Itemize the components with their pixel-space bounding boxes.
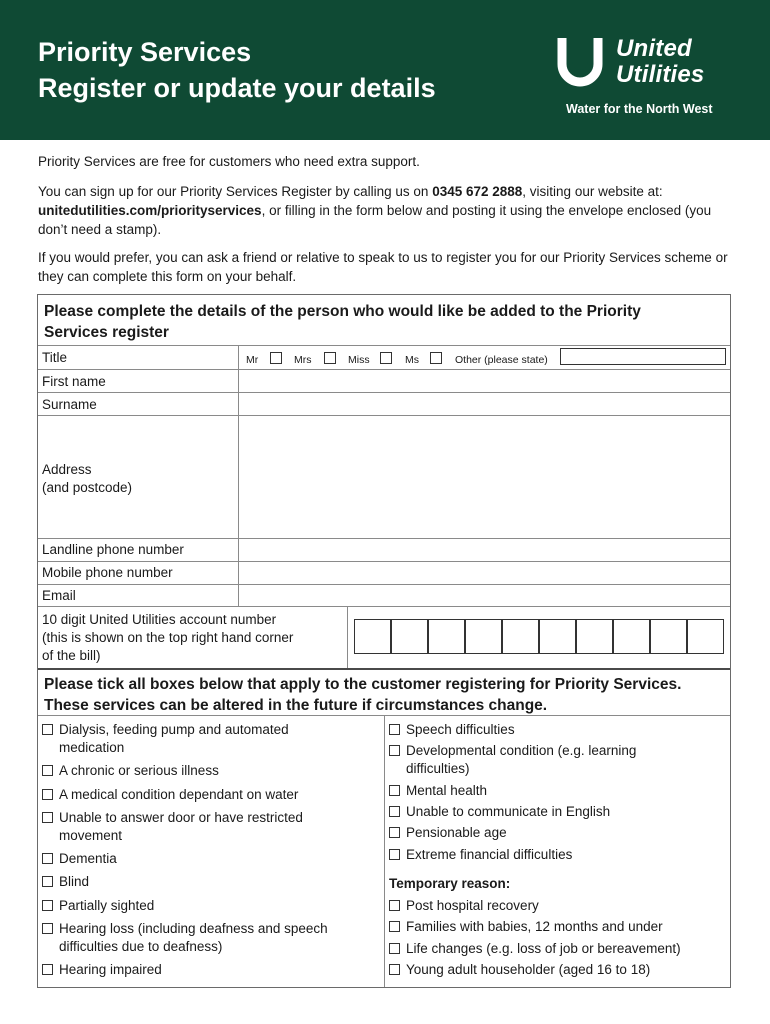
checkbox[interactable] <box>389 849 400 860</box>
united-utilities-logo <box>556 36 746 126</box>
account-digit-5[interactable] <box>502 619 539 654</box>
service-item-babies[interactable]: Families with babies, 12 months and under <box>389 918 663 936</box>
email-field[interactable] <box>239 585 730 606</box>
checkbox[interactable] <box>42 812 53 823</box>
checkbox[interactable] <box>389 964 400 975</box>
website-link[interactable]: unitedutilities.com/priorityservices <box>38 203 262 218</box>
logo-wordmark <box>616 36 704 88</box>
email-label: Email <box>42 588 76 603</box>
service-item-dementia[interactable]: Dementia <box>42 850 117 868</box>
checkbox[interactable] <box>42 876 53 887</box>
intro-paragraph-1: Priority Services are free for customers who need extra support. <box>38 154 420 169</box>
checkbox[interactable] <box>389 785 400 796</box>
intro-paragraph-2: You can sign up for our Priority Services Register by calling us on 0345 672 2888, visiting our website at: unitedutilities.com/priorityservices, or filling in the form below and posting it using the envelope enclosed (you don’t need a stamp). <box>38 184 712 237</box>
surname-field[interactable] <box>239 393 730 415</box>
service-item-restricted-movement[interactable]: Unable to answer door or have restricted movement <box>42 809 303 845</box>
title-option-mrs: Mrs <box>294 354 312 366</box>
title-mr-checkbox[interactable] <box>270 352 282 364</box>
title-option-miss: Miss <box>348 354 370 366</box>
account-digit-1[interactable] <box>354 619 391 654</box>
checkbox[interactable] <box>42 789 53 800</box>
service-item-financial[interactable]: Extreme financial difficulties <box>389 846 572 864</box>
title-option-ms: Ms <box>405 354 419 366</box>
checkbox[interactable] <box>42 724 53 735</box>
logo-tagline: Water for the North West <box>566 102 713 116</box>
title-other-input[interactable] <box>560 348 726 365</box>
service-item-dialysis[interactable]: Dialysis, feeding pump and automated medication <box>42 721 289 757</box>
surname-label: Surname <box>42 397 97 412</box>
logo-line-1: United <box>616 35 692 62</box>
title-label: Title <box>42 350 68 365</box>
service-item-blind[interactable]: Blind <box>42 873 89 891</box>
registration-form <box>37 294 731 988</box>
service-item-developmental[interactable]: Developmental condition (e.g. learning difficulties) <box>389 742 636 778</box>
title-option-mr: Mr <box>246 354 259 366</box>
account-digit-6[interactable] <box>539 619 576 654</box>
account-digit-2[interactable] <box>391 619 428 654</box>
service-item-partially-sighted[interactable]: Partially sighted <box>42 897 154 915</box>
service-item-post-hospital[interactable]: Post hospital recovery <box>389 897 539 915</box>
temporary-reason-label: Temporary reason: <box>389 876 511 891</box>
checkbox[interactable] <box>389 943 400 954</box>
landline-label: Landline phone number <box>42 542 184 557</box>
title-mrs-checkbox[interactable] <box>324 352 336 364</box>
account-digit-7[interactable] <box>576 619 613 654</box>
checkbox[interactable] <box>389 921 400 932</box>
address-field[interactable] <box>239 416 730 538</box>
title-option-other: Other (please state) <box>455 354 548 366</box>
first-name-label: First name <box>42 374 106 389</box>
service-item-speech[interactable]: Speech difficulties <box>389 721 515 739</box>
logo-line-2: Utilities <box>616 61 705 88</box>
checkbox[interactable] <box>389 900 400 911</box>
account-digit-3[interactable] <box>428 619 465 654</box>
title-miss-checkbox[interactable] <box>380 352 392 364</box>
account-digit-4[interactable] <box>465 619 502 654</box>
account-digit-10[interactable] <box>687 619 724 654</box>
checkbox[interactable] <box>389 806 400 817</box>
service-item-medical-water[interactable]: A medical condition dependant on water <box>42 786 298 804</box>
mobile-label: Mobile phone number <box>42 565 173 580</box>
first-name-field[interactable] <box>239 370 730 392</box>
intro-paragraph-3: If you would prefer, you can ask a friend or relative to speak to us to register you for our Priority Services scheme or they can complete this form on your behalf. <box>38 250 728 284</box>
service-item-life-changes[interactable]: Life changes (e.g. loss of job or bereavement) <box>389 940 681 958</box>
checkbox[interactable] <box>42 923 53 934</box>
service-item-hearing-loss[interactable]: Hearing loss (including deafness and speech difficulties due to deafness) <box>42 920 328 956</box>
page-title <box>38 34 436 106</box>
checkbox[interactable] <box>389 827 400 838</box>
checkbox[interactable] <box>389 745 400 756</box>
checkbox[interactable] <box>42 900 53 911</box>
header-banner <box>0 0 770 140</box>
title-line-1: Priority Services <box>38 37 252 67</box>
title-line-2: Register or update your details <box>38 73 436 103</box>
service-item-hearing-impaired[interactable]: Hearing impaired <box>42 961 162 979</box>
service-item-young-adult[interactable]: Young adult householder (aged 16 to 18) <box>389 961 650 979</box>
checkbox[interactable] <box>389 724 400 735</box>
address-label: Address (and postcode) <box>42 462 133 495</box>
details-heading: Please complete the details of the person who would like be added to the Priority Services register <box>44 303 641 341</box>
title-ms-checkbox[interactable] <box>430 352 442 364</box>
account-digit-8[interactable] <box>613 619 650 654</box>
checkbox[interactable] <box>42 765 53 776</box>
service-item-chronic-illness[interactable]: A chronic or serious illness <box>42 762 219 780</box>
service-item-mental-health[interactable]: Mental health <box>389 782 487 800</box>
services-heading: Please tick all boxes below that apply to the customer registering for Priority Services. These services can be altered in the future if circumstances change. <box>44 676 682 714</box>
phone-number: 0345 672 2888 <box>432 184 523 199</box>
service-item-pensionable[interactable]: Pensionable age <box>389 824 507 842</box>
mobile-field[interactable] <box>239 562 730 584</box>
checkbox[interactable] <box>42 964 53 975</box>
account-number-label: 10 digit United Utilities account number (this is shown on the top right hand corner of the bill) <box>42 612 294 663</box>
account-digit-9[interactable] <box>650 619 687 654</box>
landline-field[interactable] <box>239 539 730 561</box>
service-item-english[interactable]: Unable to communicate in English <box>389 803 610 821</box>
checkbox[interactable] <box>42 853 53 864</box>
logo-u-icon <box>556 36 604 88</box>
